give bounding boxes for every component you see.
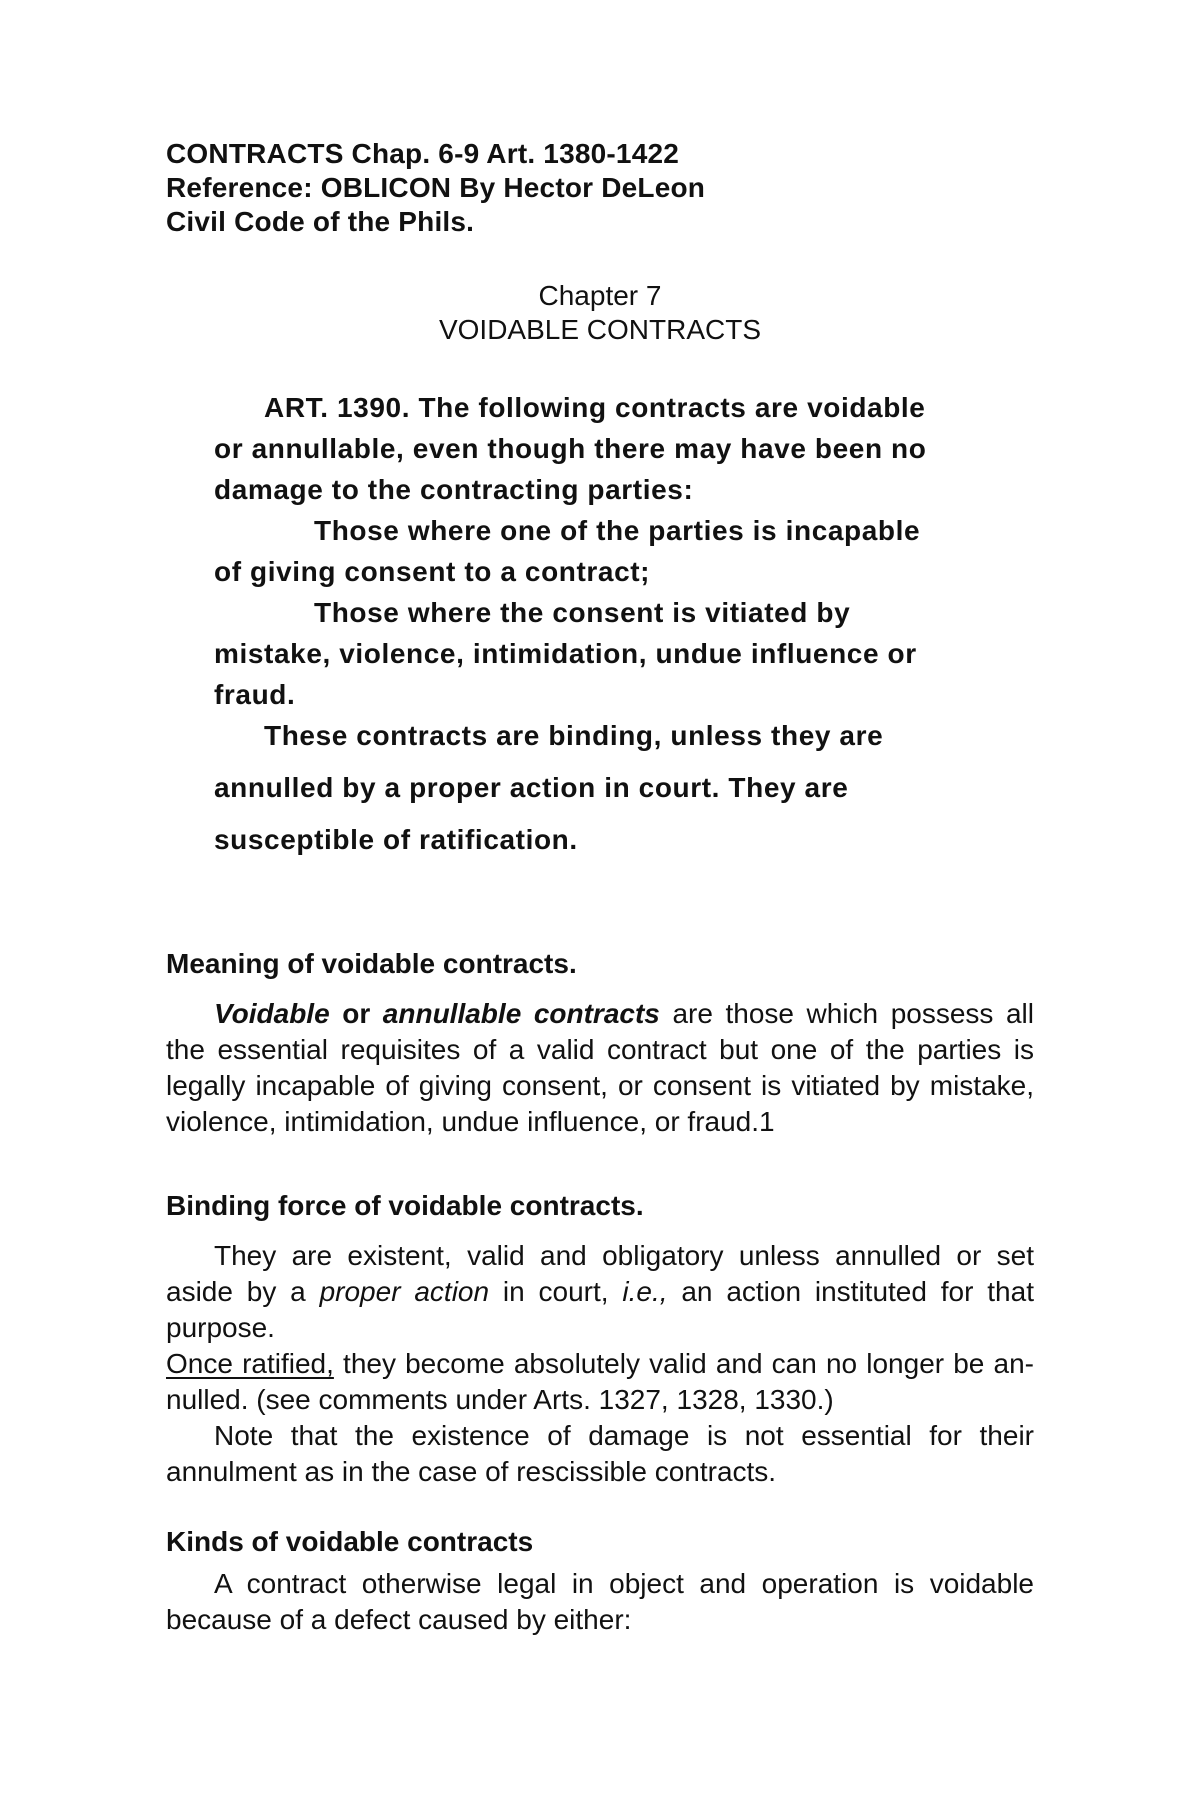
header-reference: Reference: OBLICON By Hector DeLeon: [166, 172, 706, 203]
once-ratified: Once ratified,: [166, 1348, 334, 1379]
meaning-text: are those which possess all the essential requisites of a valid contract but one of the parties is legally incapable of giving consent, or consent is vitiated by mistake, violence, intimidation, undue influence, or fraud.1: [166, 998, 1034, 1137]
article-line-4: Those where one of the parties is incapable: [314, 515, 921, 546]
kinds-heading: Kinds of voidable contracts: [166, 1526, 534, 1557]
term-voidable: Voidable: [214, 998, 330, 1029]
binding-paragraph-2: [166, 1346, 1034, 1418]
kinds-paragraph: A contract otherwise legal in object and operation is voidable because of a defect caused by either:: [166, 1568, 1034, 1635]
binding-heading: Binding force of voidable contracts.: [166, 1190, 644, 1221]
binding-p1-ie: i.e.,: [622, 1276, 668, 1307]
article-line-6: Those where the consent is vitiated by: [314, 597, 851, 628]
binding-p1-c: an action instituted for that purpose.: [166, 1276, 1034, 1343]
chapter-number: Chapter 7: [538, 280, 662, 311]
meaning-paragraph: [166, 996, 1034, 1140]
binding-p1-a: They are existent, valid and obligatory unless annulled or set aside by a: [166, 1240, 1034, 1307]
article-line-2: or annullable, even though there may have been no: [214, 433, 927, 464]
binding-p1-proper-action: proper action: [319, 1276, 490, 1307]
term-annullable: annullable contracts: [382, 998, 660, 1029]
binding-p2-rest: they become absolutely valid and can no longer be an-nulled. (see comments under Arts. 1327, 1328, 1330.): [166, 1348, 1034, 1415]
binding-paragraph-3: Note that the existence of damage is not essential for their annulment as in the case of rescissible contracts.: [166, 1420, 1034, 1487]
article-line-11: susceptible of ratification.: [214, 824, 578, 855]
term-or: or: [329, 998, 383, 1029]
chapter-title: VOIDABLE CONTRACTS: [438, 314, 762, 345]
article-line-5: of giving consent to a contract;: [214, 556, 651, 587]
article-line-7: mistake, violence, intimidation, undue influence or: [214, 638, 917, 669]
article-line-9: These contracts are binding, unless they are: [264, 720, 884, 751]
binding-p1-b: in court,: [489, 1276, 623, 1307]
header-code: Civil Code of the Phils.: [166, 206, 475, 237]
article-line-1: ART. 1390. The following contracts are voidable: [264, 392, 926, 423]
article-line-8: fraud.: [214, 679, 296, 710]
article-line-10: annulled by a proper action in court. They are: [214, 772, 849, 803]
binding-paragraph-1: [166, 1238, 1034, 1346]
header-title: CONTRACTS Chap. 6-9 Art. 1380-1422: [166, 138, 680, 169]
meaning-heading: Meaning of voidable contracts.: [166, 948, 577, 979]
article-line-3: damage to the contracting parties:: [214, 474, 694, 505]
